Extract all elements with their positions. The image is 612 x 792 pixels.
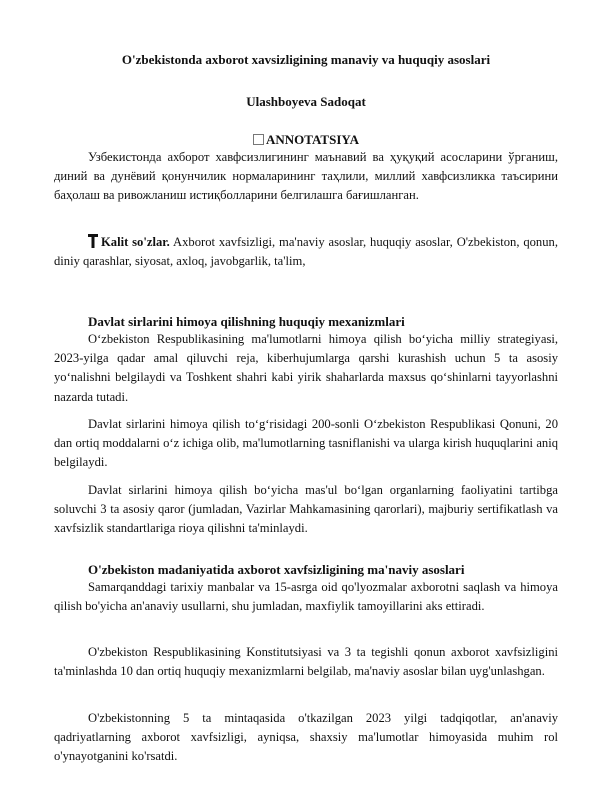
annotation-heading-text: ANNOTATSIYA <box>266 132 359 147</box>
keywords-label: Kalit so'zlar. <box>101 235 170 249</box>
checkbox-glyph-icon <box>253 134 264 145</box>
section2-paragraph-3: O'zbekistonning 5 ta mintaqasida o'tkazilgan 2023 yilgi tadqiqotlar, an'anaviy qadriyatlarning axborot xavfsizligi, ayniqsa, shaxsiy ma'lumotlar himoyasida muhim rol o'ynayotganini ko'rsatdi. <box>54 711 558 764</box>
section1-paragraph-1: O‘zbekiston Respublikasining ma'lumotlarni himoya qilish bo‘yicha milliy strategiyasi, 2023-yilga qadar amal qiluvchi reja, kiberhujumlarga qarshi kurashish uchun 5 ta asosiy yo‘nalishni belgilaydi va Toshkent shahri kabi yirik shaharlarda maxsus qo‘shinlarni tayyorlashni nazarda tutadi. <box>54 332 558 404</box>
keywords-paragraph <box>54 233 558 271</box>
keywords-text: Axborot xavfsizligi, ma'naviy asoslar, huquqiy asoslar, O'zbekiston, qonun, diniy qarashlar, siyosat, axloq, javobgarlik, ta'lim, <box>54 235 558 269</box>
author-name: Ulashboyeva Sadoqat <box>246 94 366 109</box>
section1-paragraph-3: Davlat sirlarini himoya qilish bo‘yicha mas'ul bo‘lgan organlarning faoliyatini tartibga soluvchi 3 ta asosiy qaror (jumladan, Vazirlar Mahkamasining qarorlari), majburiy sertifikatlash va xavfsizlik standartlariga rioya qilishni ta'minlaydi. <box>54 483 558 536</box>
paper-title: O'zbekistonda axborot xavsizligining manaviy va huquqiy asoslari <box>121 52 491 67</box>
section1-paragraph-2: Davlat sirlarini himoya qilish to‘g‘risidagi 200-sonli O‘zbekiston Respublikasi Qonuni, 20 dan ortiq moddalarni o‘z ichiga olib, ma'lumotlarning tasniflanishi va ularga kirish huquqlarini aniq belgilaydi. <box>54 417 558 470</box>
section1-heading: Davlat sirlarini himoya qilishning huquqiy mexanizmlari <box>88 314 405 329</box>
key-icon <box>88 234 98 248</box>
section2-paragraph-2: O'zbekiston Respublikasining Konstitutsiyasi va 3 ta tegishli qonun axborot xavfsizligini ta'minlashda 10 dan ortiq huquqiy mexanizmlarni belgilab, ma'naviy asoslar bilan uyg'unlashgan. <box>54 645 558 679</box>
section2-heading: O'zbekiston madaniyatida axborot xavfsizligining ma'naviy asoslari <box>88 562 465 577</box>
annotation-paragraph: Узбекистонда ахборот хавфсизлигининг маънавий ва ҳуқуқий асосларини ўрганиш, диний ва дунёвий қонунчилик нормаларининг таҳлили, миллий хавфсизликка таъсирини баҳолаш ва ривожланиш истиқболларини белгилашга бағишланган. <box>54 150 558 203</box>
section2-paragraph-1: Samarqanddagi tarixiy manbalar va 15-asrga oid qo'lyozmalar axborotni saqlash va himoya qilish bo'yicha an'anaviy usullarni, shu jumladan, maxfiylik tamoyillarini aks ettiradi. <box>54 580 558 614</box>
annotation-heading <box>0 130 612 149</box>
